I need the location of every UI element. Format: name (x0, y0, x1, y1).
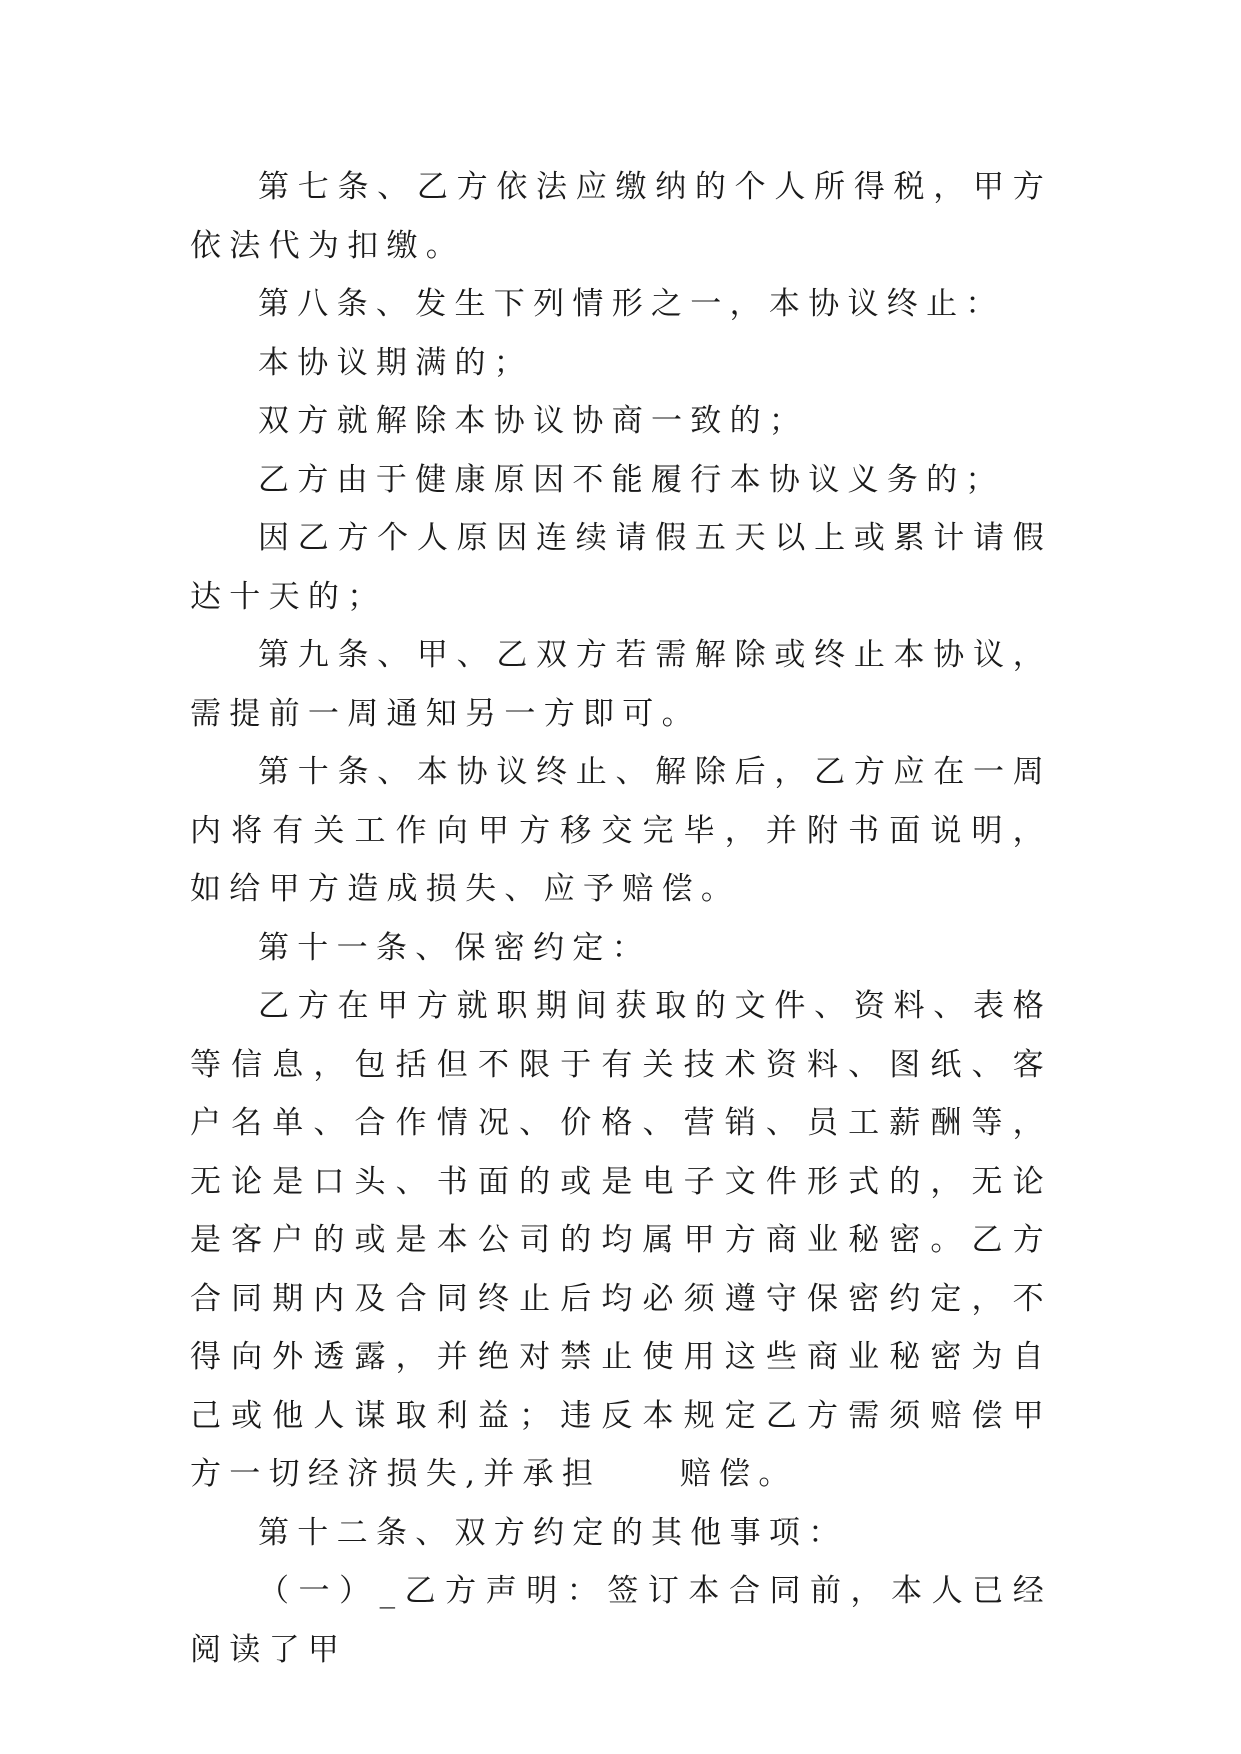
paragraph-article-11: 第十一条、保密约定： (258, 929, 651, 966)
paragraph-article-8: 第八条、发生下列情形之一，本协议终止： (258, 286, 1005, 322)
paragraph-article-9: 第九条、甲、乙双方若需解除或终止本协议，需提前一周通知另一方即可。 (190, 637, 1052, 732)
paragraph-item-mutual: 双方就解除本协议协商一致的； (258, 403, 809, 439)
paragraph-item-leave: 因乙方个人原因连续请假五天以上或累计请假达十天的； (190, 520, 1052, 615)
paragraph-item-expiry: 本协议期满的； (258, 344, 534, 381)
paragraph-article-10: 第十条、本协议终止、解除后，乙方应在一周内将有关工作向甲方移交完毕，并附书面说明，如给甲方造成损失、应予赔偿。 (190, 754, 1052, 907)
paragraph-item-health: 乙方由于健康原因不能履行本协议义务的； (258, 461, 1005, 498)
paragraph-item-1: （一）_乙方声明：签订本合同前，本人已经阅读了甲 (190, 1573, 1052, 1668)
paragraph-article-7: 第七条、乙方依法应缴纳的个人所得税，甲方依法代为扣缴。 (190, 169, 1052, 264)
paragraph-confidentiality: 乙方在甲方就职期间获取的文件、资料、表格等信息，包括但不限于有关技术资料、图纸、客户名单、合作情况、价格、营销、员工薪酬等，无论是口头、书面的或是电子文件形式的，无论是客户的或是本公司的均属甲方商业秘密。乙方合同期内及合同终止后均必须遵守保密约定，不得向外透露，并绝对禁止使用这些商业秘密为自己或他人谋取利益；违反本规定乙方需须赔偿甲方一切经济损失,并承担 赔偿。 (190, 988, 1052, 1492)
document-body (190, 158, 1052, 1679)
paragraph-article-12: 第十二条、双方约定的其他事项： (258, 1514, 848, 1551)
